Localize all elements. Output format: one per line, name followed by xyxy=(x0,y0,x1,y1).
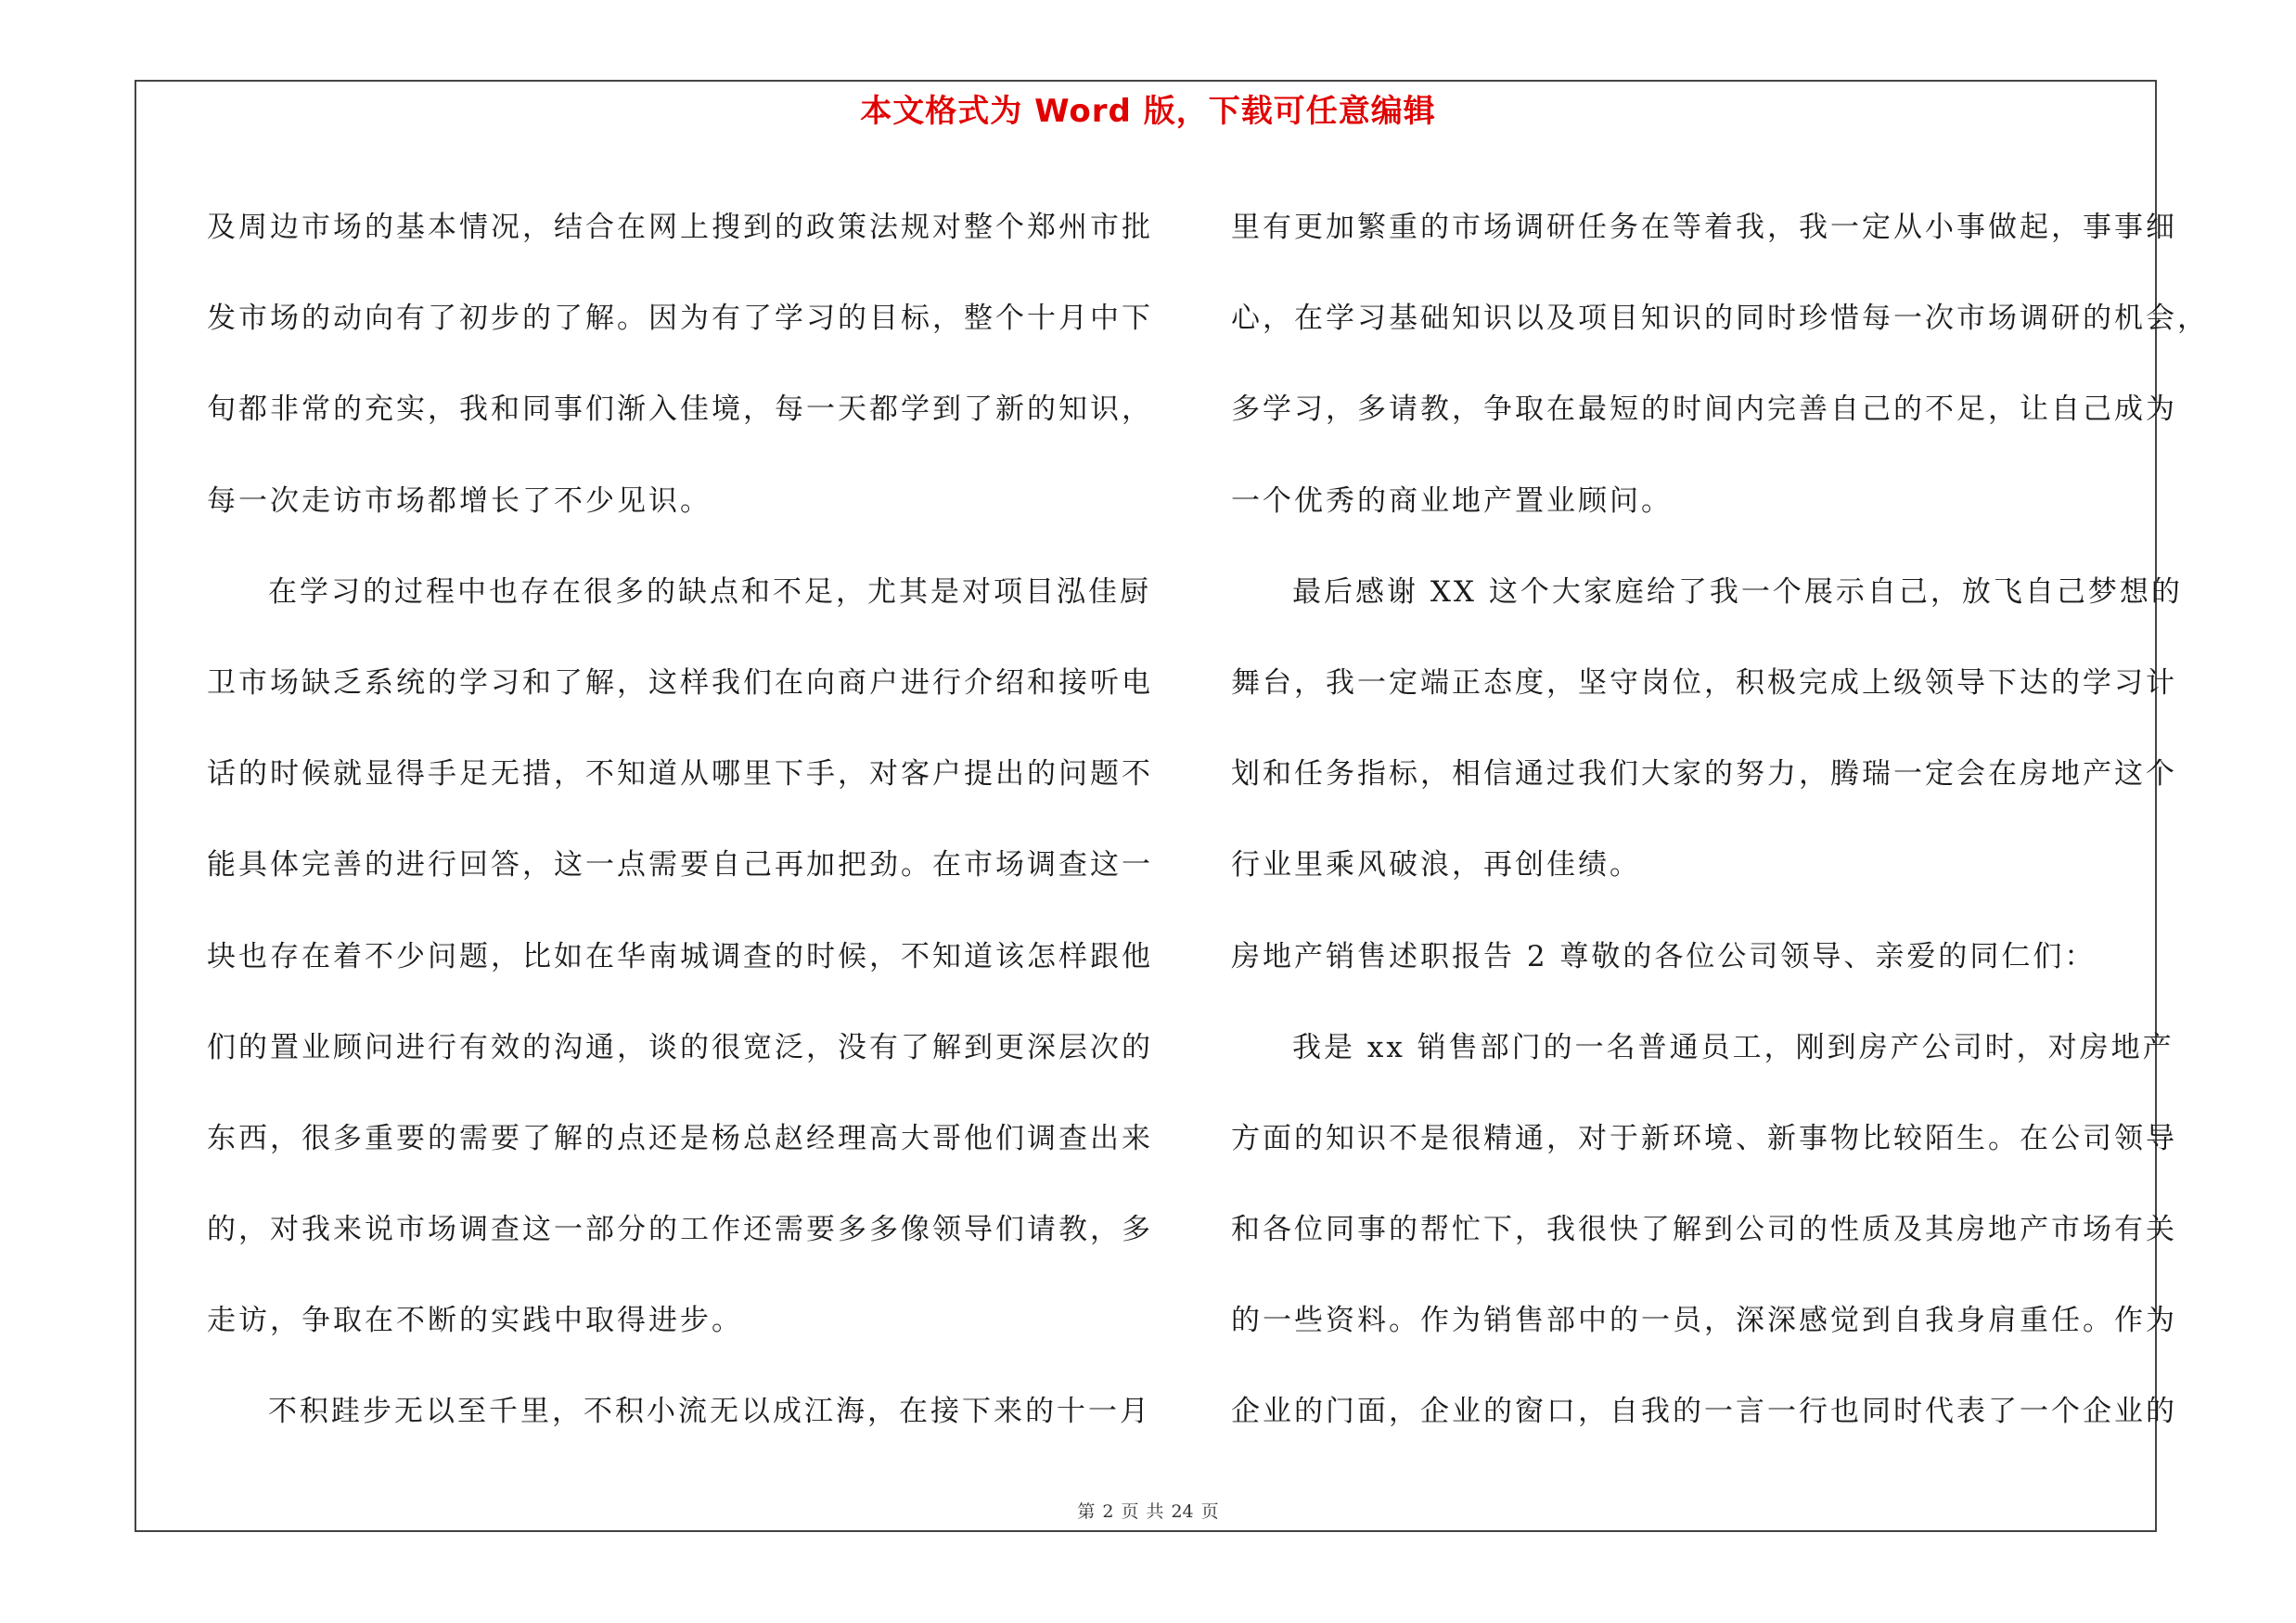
text-line: 能具体完善的进行回答，这一点需要自己再加把劲。在市场调查这一 xyxy=(207,848,1153,882)
left-text-column xyxy=(207,182,1153,1458)
footer-suffix: 页 xyxy=(1200,1501,1219,1522)
text-line: 划和任务指标，相信通过我们大家的努力，腾瑞一定会在房地产这个 xyxy=(1231,757,2177,792)
text-line: 每一次走访市场都增长了不少见识。 xyxy=(207,483,712,518)
paragraph-start-line: 在学习的过程中也存在很多的缺点和不足，尤其是对项目泓佳厨 xyxy=(268,574,1151,609)
total-page-count: 24 xyxy=(1171,1501,1194,1522)
footer-total-word: 共 xyxy=(1146,1501,1164,1522)
paragraph-start-line: 我是 xx 销售部门的一名普通员工，刚到房产公司时，对房地产 xyxy=(1292,1030,2174,1064)
current-page-number: 2 xyxy=(1102,1501,1114,1522)
footer-prefix: 第 xyxy=(1077,1501,1096,1522)
text-line: 里有更加繁重的市场调研任务在等着我，我一定从小事做起，事事细 xyxy=(1231,211,2177,244)
text-line: 企业的门面，企业的窗口，自我的一言一行也同时代表了一个企业的 xyxy=(1231,1395,2177,1429)
text-line: 发市场的动向有了初步的了解。因为有了学习的目标，整个十月中下 xyxy=(207,302,1153,336)
paragraph-start-line: 不积跬步无以至千里，不积小流无以成江海，在接下来的十一月 xyxy=(268,1395,1151,1429)
text-line: 多学习，多请教，争取在最短的时间内完善自己的不足，让自己成为 xyxy=(1231,393,2177,427)
text-line: 的一些资料。作为销售部中的一员，深深感觉到自我身肩重任。作为 xyxy=(1231,1304,2177,1338)
text-line: 走访，争取在不断的实践中取得进步。 xyxy=(207,1304,743,1338)
text-line: 方面的知识不是很精通，对于新环境、新事物比较陌生。在公司领导 xyxy=(1231,1121,2177,1155)
text-line: 一个优秀的商业地产置业顾问。 xyxy=(1231,483,1673,518)
text-line: 东西，很多重要的需要了解的点还是杨总赵经理高大哥他们调查出来 xyxy=(207,1121,1153,1155)
text-line: 卫市场缺乏系统的学习和了解，这样我们在向商户进行介绍和接听电 xyxy=(207,665,1153,700)
text-line: 们的置业顾问进行有效的沟通，谈的很宽泛，没有了解到更深层次的 xyxy=(207,1030,1153,1064)
text-line: 和各位同事的帮忙下，我很快了解到公司的性质及其房地产市场有关 xyxy=(1231,1213,2177,1247)
text-line: 及周边市场的基本情况，结合在网上搜到的政策法规对整个郑州市批 xyxy=(207,211,1153,244)
text-line: 舞台，我一定端正态度，坚守岗位，积极完成上级领导下达的学习计 xyxy=(1231,665,2177,700)
text-line: 的，对我来说市场调查这一部分的工作还需要多多像领导们请教，多 xyxy=(207,1213,1153,1247)
text-line: 块也存在着不少问题，比如在华南城调查的时候，不知道该怎样跟他 xyxy=(207,939,1153,973)
text-line: 旬都非常的充实，我和同事们渐入佳境，每一天都学到了新的知识， xyxy=(207,393,1153,427)
text-line: 行业里乘风破浪，再创佳绩。 xyxy=(1231,848,1641,882)
text-line: 心，在学习基础知识以及项目知识的同时珍惜每一次市场调研的机会， xyxy=(1231,302,2209,336)
report-heading-line: 房地产销售述职报告 2 尊敬的各位公司领导、亲爱的同仁们： xyxy=(1231,939,2097,973)
text-line: 话的时候就显得手足无措，不知道从哪里下手，对客户提出的问题不 xyxy=(207,757,1153,792)
page-footer xyxy=(0,1498,2296,1523)
footer-page-word: 页 xyxy=(1121,1501,1139,1522)
word-format-banner: 本文格式为 Word 版，下载可任意编辑 xyxy=(860,93,1436,130)
right-text-column xyxy=(1231,182,2209,1458)
paragraph-start-line: 最后感谢 XX 这个大家庭给了我一个展示自己，放飞自己梦想的 xyxy=(1292,574,2183,609)
